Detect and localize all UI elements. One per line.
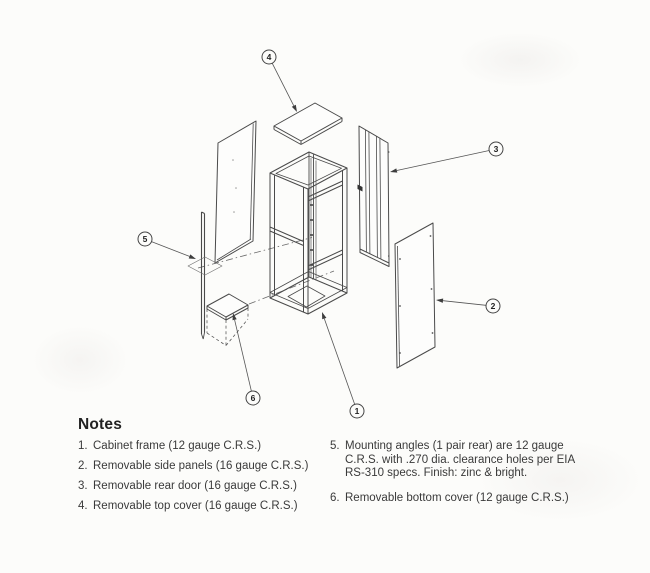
callout-1 [322,312,364,418]
note-item-5 [330,440,585,481]
bottom-cover-drawing [207,294,248,346]
callout-5 [138,232,196,259]
svg-text:2: 2 [490,301,496,311]
notes-heading: Notes [78,416,123,433]
note-text: Cabinet frame (12 gauge C.R.S.) [93,440,262,452]
callouts [138,50,503,418]
note-item-2 [78,460,323,473]
note-text: Removable side panels (16 gauge C.R.S.) [93,460,309,472]
svg-text:5: 5 [142,234,148,244]
top-cover-drawing [274,103,342,145]
note-line: C.R.S. with .270 dia. clearance holes per EIA [345,453,576,466]
note-text [345,440,585,481]
left-side-panel-drawing [215,121,256,263]
arrowhead [436,299,443,303]
svg-text:1: 1 [354,406,360,416]
note-line: Mounting angles (1 pair rear) are 12 gauge [345,440,564,452]
rear-mounting-angles [310,158,316,281]
arrowhead [189,254,196,259]
arrowhead [390,168,397,172]
note-number: 5. [330,440,340,452]
callout-4 [262,50,297,112]
note-number: 4. [78,500,88,512]
callout-2 [436,299,500,314]
note-item-4 [78,500,323,513]
arrowhead [292,105,297,112]
svg-text:3: 3 [493,144,499,154]
note-text: Removable bottom cover (12 gauge C.R.S.) [345,491,569,504]
svg-text:6: 6 [250,393,256,403]
note-item-6 [330,492,585,505]
note-number: 2. [78,460,88,472]
callout-6 [233,313,261,405]
notes-list-left [78,440,323,520]
note-number: 3. [78,480,88,492]
svg-text:4: 4 [266,52,272,62]
note-text: Removable top cover (16 gauge C.R.S.) [93,500,298,512]
note-item-3 [78,480,323,493]
notes-list-right [330,440,585,512]
callout-3 [390,142,503,173]
cabinet-frame-drawing [270,152,347,314]
rear-door-drawing [358,126,390,267]
right-side-panel-drawing [395,223,435,368]
note-number: 6. [330,491,340,504]
note-number: 1. [78,440,88,452]
note-item-1 [78,440,323,453]
note-line: RS-310 specs. Finish: zinc & bright. [345,467,528,479]
arrowhead [322,312,326,319]
note-text: Removable rear door (16 gauge C.R.S.) [93,480,297,492]
